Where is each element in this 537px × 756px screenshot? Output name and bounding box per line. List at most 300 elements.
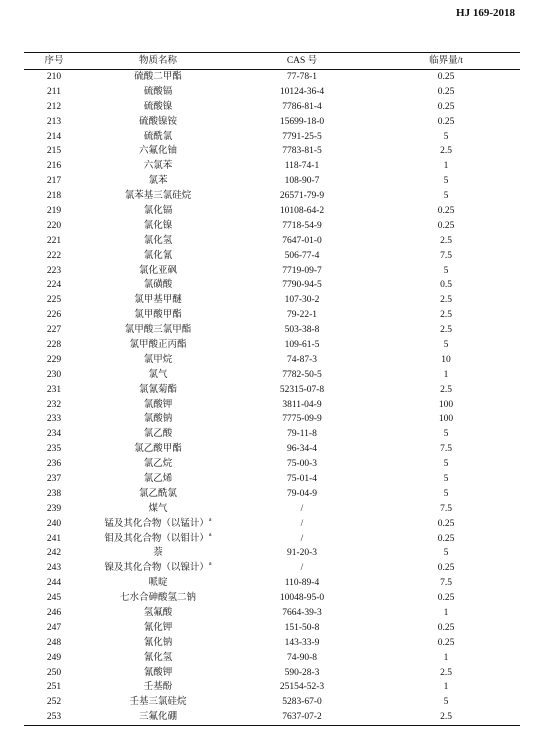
substance-name-text: 锰及其化合物（以锰计） xyxy=(104,518,209,529)
cas-number xyxy=(232,323,372,338)
cas-number-text: 75-00-3 xyxy=(286,459,318,470)
table-row xyxy=(24,293,520,308)
threshold-quantity-text: 2.5 xyxy=(440,667,452,678)
cas-number-text: 96-34-4 xyxy=(286,444,318,455)
threshold-quantity-text: 5 xyxy=(443,459,449,470)
table-row xyxy=(24,412,520,427)
table-row xyxy=(24,472,520,487)
cas-number xyxy=(232,189,372,204)
cas-number xyxy=(232,501,372,516)
threshold-quantity xyxy=(372,710,520,725)
substance-name-text: 氯甲酸甲酯 xyxy=(134,310,182,321)
cas-number xyxy=(232,129,372,144)
row-number-text: 231 xyxy=(46,384,62,395)
substance-name-text: 萘 xyxy=(153,548,163,559)
row-number xyxy=(24,352,84,367)
row-number xyxy=(24,516,84,531)
row-number-text: 221 xyxy=(46,235,62,246)
row-number-text: 227 xyxy=(46,325,62,336)
cas-number-text: 77-78-1 xyxy=(286,71,318,82)
table-row xyxy=(24,591,520,606)
substance-name xyxy=(84,591,232,606)
row-number-text: 219 xyxy=(46,205,62,216)
table-header-row xyxy=(24,53,520,70)
row-number xyxy=(24,129,84,144)
threshold-quantity-text: 0.25 xyxy=(437,622,455,633)
row-number-text: 236 xyxy=(46,459,62,470)
threshold-quantity-text: 0.25 xyxy=(437,205,455,216)
threshold-quantity-text: 0.25 xyxy=(437,518,455,529)
cas-number-text: 7718-54-9 xyxy=(282,220,322,231)
substance-name xyxy=(84,546,232,561)
substance-name xyxy=(84,665,232,680)
threshold-quantity xyxy=(372,412,520,427)
substance-name xyxy=(84,650,232,665)
threshold-quantity-text: 2.5 xyxy=(440,712,452,723)
substance-threshold-table xyxy=(24,52,520,726)
row-number-text: 225 xyxy=(46,295,62,306)
table-row xyxy=(24,427,520,442)
threshold-quantity xyxy=(372,352,520,367)
substance-name-text: 氰化钠 xyxy=(143,637,173,648)
substance-name xyxy=(84,338,232,353)
substance-name-text: 氯化氢 xyxy=(143,235,173,246)
substance-name xyxy=(84,397,232,412)
cas-number-text: 506-77-4 xyxy=(284,250,320,261)
cas-number-text: 110-89-4 xyxy=(284,578,320,589)
row-number-text: 242 xyxy=(46,548,62,559)
threshold-quantity-text: 0.25 xyxy=(437,116,455,127)
substance-name xyxy=(84,620,232,635)
substance-name xyxy=(84,412,232,427)
substance-name xyxy=(84,680,232,695)
threshold-quantity xyxy=(372,278,520,293)
threshold-quantity-text: 0.25 xyxy=(437,593,455,604)
threshold-quantity xyxy=(372,531,520,546)
substance-name-text: 氯氰菊酯 xyxy=(138,384,177,395)
threshold-quantity xyxy=(372,501,520,516)
substance-name xyxy=(84,516,232,531)
substance-name xyxy=(84,278,232,293)
substance-name xyxy=(84,501,232,516)
threshold-quantity-text: 5 xyxy=(443,176,449,187)
cas-number-text: 7783-81-5 xyxy=(282,146,322,157)
substance-name-text: 氯乙酰氯 xyxy=(138,488,177,499)
threshold-quantity xyxy=(372,665,520,680)
cas-number-text: / xyxy=(300,518,304,529)
substance-name xyxy=(84,382,232,397)
threshold-quantity xyxy=(372,174,520,189)
cas-number xyxy=(232,486,372,501)
row-number xyxy=(24,323,84,338)
row-number-text: 239 xyxy=(46,503,62,514)
row-number xyxy=(24,263,84,278)
row-number-text: 228 xyxy=(46,339,62,350)
table-row xyxy=(24,159,520,174)
threshold-quantity-text: 0.25 xyxy=(437,71,455,82)
row-number xyxy=(24,338,84,353)
cas-number xyxy=(232,159,372,174)
cas-number xyxy=(232,665,372,680)
substance-name xyxy=(84,144,232,159)
row-number xyxy=(24,99,84,114)
substance-name-text: 钼及其化合物（以钼计） xyxy=(104,533,209,544)
threshold-quantity xyxy=(372,263,520,278)
threshold-quantity xyxy=(372,457,520,472)
threshold-quantity-text: 5 xyxy=(443,548,449,559)
substance-name xyxy=(84,174,232,189)
substance-name-text: 氢氟酸 xyxy=(143,608,173,618)
cas-number xyxy=(232,472,372,487)
cas-number-text: 151-50-8 xyxy=(284,622,320,633)
substance-name-text: 三氟化硼 xyxy=(138,712,177,723)
table-row xyxy=(24,606,520,621)
table-row xyxy=(24,174,520,189)
row-number-text: 217 xyxy=(46,176,62,187)
row-number xyxy=(24,84,84,99)
row-number xyxy=(24,576,84,591)
threshold-quantity xyxy=(372,397,520,412)
cas-number-text: 91-20-3 xyxy=(286,548,318,559)
row-number-text: 243 xyxy=(46,563,62,574)
row-number-text: 212 xyxy=(46,101,62,112)
row-number-text: 210 xyxy=(46,71,62,82)
cas-number xyxy=(232,606,372,621)
row-number-text: 253 xyxy=(46,712,62,723)
cas-number-text: 75-01-4 xyxy=(286,473,318,484)
row-number-text: 246 xyxy=(46,608,62,618)
substance-name-text: 氯甲烷 xyxy=(143,354,173,365)
substance-name-text: 硫酸镉 xyxy=(143,86,173,97)
cas-number xyxy=(232,561,372,576)
table-row xyxy=(24,546,520,561)
row-number xyxy=(24,591,84,606)
cas-number-text: 79-22-1 xyxy=(286,310,318,321)
cas-number-text: / xyxy=(300,533,304,544)
cas-number-text: 7786-81-4 xyxy=(282,101,322,112)
row-number-text: 252 xyxy=(46,697,62,708)
row-number-text: 220 xyxy=(46,220,62,231)
threshold-quantity-text: 0.5 xyxy=(440,280,452,291)
cas-number-text: 15699-18-0 xyxy=(279,116,325,127)
substance-name xyxy=(84,308,232,323)
substance-name xyxy=(84,84,232,99)
threshold-quantity-text: 1 xyxy=(443,161,449,172)
cas-number xyxy=(232,174,372,189)
threshold-quantity xyxy=(372,486,520,501)
substance-name-text: 镍及其化合物（以镍计） xyxy=(104,563,209,574)
substance-name-text: 氰化氢 xyxy=(143,652,173,663)
row-number xyxy=(24,412,84,427)
row-number xyxy=(24,531,84,546)
threshold-quantity xyxy=(372,204,520,219)
row-number xyxy=(24,308,84,323)
substance-name xyxy=(84,367,232,382)
threshold-quantity-text: 5 xyxy=(443,339,449,350)
document-code: HJ 169-2018 xyxy=(456,7,515,19)
row-number-text: 222 xyxy=(46,250,62,261)
substance-name xyxy=(84,486,232,501)
substance-name-text: 氯乙烷 xyxy=(143,459,173,470)
row-number-text: 240 xyxy=(46,518,62,529)
threshold-quantity xyxy=(372,620,520,635)
threshold-quantity xyxy=(372,427,520,442)
row-number-text: 233 xyxy=(46,414,62,425)
substance-name xyxy=(84,576,232,591)
threshold-quantity-text: 0.25 xyxy=(437,86,455,97)
cas-number-text: 74-90-8 xyxy=(286,652,318,663)
substance-name xyxy=(84,99,232,114)
table-row xyxy=(24,278,520,293)
threshold-quantity xyxy=(372,114,520,129)
cas-number xyxy=(232,218,372,233)
substance-name-text: 氯甲酸正丙酯 xyxy=(129,339,187,350)
threshold-quantity xyxy=(372,233,520,248)
table-row xyxy=(24,710,520,725)
footnote-marker: a xyxy=(208,531,212,538)
row-number xyxy=(24,367,84,382)
cas-number-text: 74-87-3 xyxy=(286,354,318,365)
substance-name xyxy=(84,472,232,487)
table-row xyxy=(24,263,520,278)
row-number-text: 244 xyxy=(46,578,62,589)
row-number-text: 215 xyxy=(46,146,62,157)
cas-number xyxy=(232,516,372,531)
threshold-quantity-text: 0.25 xyxy=(437,533,455,544)
row-number-text: 232 xyxy=(46,399,62,410)
row-number xyxy=(24,114,84,129)
substance-name xyxy=(84,129,232,144)
cas-number-text: 7664-39-3 xyxy=(282,608,322,618)
row-number xyxy=(24,397,84,412)
threshold-quantity-text: 2.5 xyxy=(440,310,452,321)
threshold-quantity-text: 1 xyxy=(443,652,449,663)
substance-name xyxy=(84,710,232,725)
table-row xyxy=(24,397,520,412)
substance-name-text: 氯乙烯 xyxy=(143,473,173,484)
row-number xyxy=(24,293,84,308)
threshold-quantity-text: 0.25 xyxy=(437,637,455,648)
row-number xyxy=(24,472,84,487)
cas-number xyxy=(232,99,372,114)
cas-number xyxy=(232,457,372,472)
substance-name-text: 壬基三氯硅烷 xyxy=(129,697,187,708)
cas-number xyxy=(232,293,372,308)
substance-name-text: 七水合砷酸氢二钠 xyxy=(119,593,196,604)
row-number xyxy=(24,218,84,233)
threshold-quantity-text: 1 xyxy=(443,369,449,380)
cas-number-text: / xyxy=(300,503,304,514)
table-row xyxy=(24,338,520,353)
row-number xyxy=(24,606,84,621)
table-row xyxy=(24,665,520,680)
row-number xyxy=(24,561,84,576)
footnote-marker: a xyxy=(208,516,212,523)
cas-number-text: 26571-79-9 xyxy=(279,191,325,202)
cas-number-text: 79-11-8 xyxy=(287,429,317,440)
threshold-quantity xyxy=(372,69,520,84)
substance-name xyxy=(84,248,232,263)
row-number-text: 249 xyxy=(46,652,62,663)
threshold-quantity xyxy=(372,248,520,263)
cas-number xyxy=(232,680,372,695)
cas-number xyxy=(232,695,372,710)
substance-name-text: 氯化镍 xyxy=(143,220,173,231)
threshold-quantity xyxy=(372,308,520,323)
cas-number xyxy=(232,650,372,665)
row-number xyxy=(24,69,84,84)
cas-number-text: 7791-25-5 xyxy=(282,131,322,142)
threshold-quantity xyxy=(372,546,520,561)
cas-number xyxy=(232,338,372,353)
substance-name-text: 壬基酚 xyxy=(143,682,173,693)
row-number-text: 218 xyxy=(46,191,62,202)
cas-number xyxy=(232,382,372,397)
table-row xyxy=(24,114,520,129)
substance-name xyxy=(84,204,232,219)
table-row xyxy=(24,189,520,204)
threshold-quantity-text: 7.5 xyxy=(440,250,452,261)
substance-name-text: 氯气 xyxy=(148,369,168,380)
threshold-quantity-text: 2.5 xyxy=(440,146,452,157)
threshold-quantity-text: 5 xyxy=(443,473,449,484)
cas-number-text: 52315-07-8 xyxy=(279,384,325,395)
cas-number xyxy=(232,635,372,650)
cas-number xyxy=(232,278,372,293)
cas-number-text: 108-90-7 xyxy=(284,176,320,187)
threshold-quantity xyxy=(372,293,520,308)
cas-number-text: 109-61-5 xyxy=(284,339,320,350)
threshold-quantity xyxy=(372,323,520,338)
substance-name xyxy=(84,218,232,233)
cas-number-text: 7719-09-7 xyxy=(282,265,322,276)
cas-number-text: 79-04-9 xyxy=(286,488,318,499)
threshold-quantity-text: 10 xyxy=(441,354,451,365)
row-number xyxy=(24,189,84,204)
row-number-text: 229 xyxy=(46,354,62,365)
row-number-text: 238 xyxy=(46,488,62,499)
row-number-text: 247 xyxy=(46,622,62,633)
cas-number xyxy=(232,352,372,367)
row-number xyxy=(24,204,84,219)
row-number-text: 251 xyxy=(46,682,62,693)
row-number-text: 237 xyxy=(46,473,62,484)
threshold-quantity-text: 7.5 xyxy=(440,503,452,514)
substance-name xyxy=(84,531,232,546)
table-row xyxy=(24,561,520,576)
threshold-quantity-text: 5 xyxy=(443,697,449,708)
substance-name-text: 六氟化铀 xyxy=(138,146,177,157)
threshold-quantity-text: 0.25 xyxy=(437,220,455,231)
row-number-text: 245 xyxy=(46,593,62,604)
threshold-quantity xyxy=(372,84,520,99)
table-row xyxy=(24,680,520,695)
table-row xyxy=(24,695,520,710)
cas-number-text: 107-30-2 xyxy=(284,295,320,306)
substance-name xyxy=(84,323,232,338)
table-row xyxy=(24,144,520,159)
row-number xyxy=(24,457,84,472)
threshold-quantity xyxy=(372,695,520,710)
row-number xyxy=(24,486,84,501)
threshold-quantity xyxy=(372,99,520,114)
cas-number xyxy=(232,114,372,129)
row-number-text: 213 xyxy=(46,116,62,127)
table-row xyxy=(24,501,520,516)
table-row xyxy=(24,308,520,323)
row-number xyxy=(24,174,84,189)
threshold-quantity-text: 100 xyxy=(438,399,454,410)
substance-name xyxy=(84,635,232,650)
cas-number xyxy=(232,308,372,323)
threshold-quantity-text: 1 xyxy=(443,682,449,693)
threshold-quantity xyxy=(372,144,520,159)
row-number xyxy=(24,248,84,263)
cas-number-text: 7647-01-0 xyxy=(282,235,322,246)
table-row xyxy=(24,457,520,472)
threshold-quantity-text: 5 xyxy=(443,488,449,499)
cas-number xyxy=(232,397,372,412)
cas-number-text: / xyxy=(300,563,304,574)
threshold-quantity xyxy=(372,442,520,457)
table-row xyxy=(24,531,520,546)
substance-name-text: 氯乙酸 xyxy=(143,429,173,440)
threshold-quantity xyxy=(372,472,520,487)
row-number xyxy=(24,278,84,293)
column-header-threshold: 临界量/t xyxy=(372,53,520,70)
column-header-number: 序号 xyxy=(24,53,84,70)
row-number xyxy=(24,665,84,680)
cas-number-text: 118-74-1 xyxy=(284,161,320,172)
threshold-quantity-text: 5 xyxy=(443,191,449,202)
substance-name-text: 氯磺酸 xyxy=(143,280,173,291)
row-number xyxy=(24,680,84,695)
cas-number-text: 10108-64-2 xyxy=(279,205,325,216)
row-number xyxy=(24,546,84,561)
cas-number xyxy=(232,263,372,278)
substance-name xyxy=(84,352,232,367)
row-number-text: 214 xyxy=(46,131,62,142)
cas-number-text: 7782-50-5 xyxy=(282,369,322,380)
threshold-quantity-text: 5 xyxy=(443,131,449,142)
substance-name xyxy=(84,606,232,621)
substance-name-text: 氯化氰 xyxy=(143,250,173,261)
threshold-quantity-text: 0.25 xyxy=(437,101,455,112)
substance-name xyxy=(84,293,232,308)
cas-number xyxy=(232,233,372,248)
row-number xyxy=(24,710,84,725)
row-number-text: 223 xyxy=(46,265,62,276)
table-row xyxy=(24,367,520,382)
table-row xyxy=(24,218,520,233)
column-header-cas: CAS 号 xyxy=(232,53,372,70)
cas-number-text: 7637-07-2 xyxy=(282,712,322,723)
threshold-quantity xyxy=(372,129,520,144)
row-number xyxy=(24,635,84,650)
substance-name xyxy=(84,442,232,457)
threshold-quantity-text: 100 xyxy=(438,414,454,425)
substance-name-text: 氰酸钾 xyxy=(143,667,173,678)
row-number xyxy=(24,695,84,710)
threshold-quantity-text: 7.5 xyxy=(440,444,452,455)
substance-name-text: 氯苯 xyxy=(148,176,168,187)
substance-name-text: 氯化亚砜 xyxy=(138,265,177,276)
row-number-text: 234 xyxy=(46,429,62,440)
row-number-text: 250 xyxy=(46,667,62,678)
substance-name-text: 氯酸钾 xyxy=(143,399,173,410)
substance-name xyxy=(84,69,232,84)
threshold-quantity-text: 2.5 xyxy=(440,384,452,395)
